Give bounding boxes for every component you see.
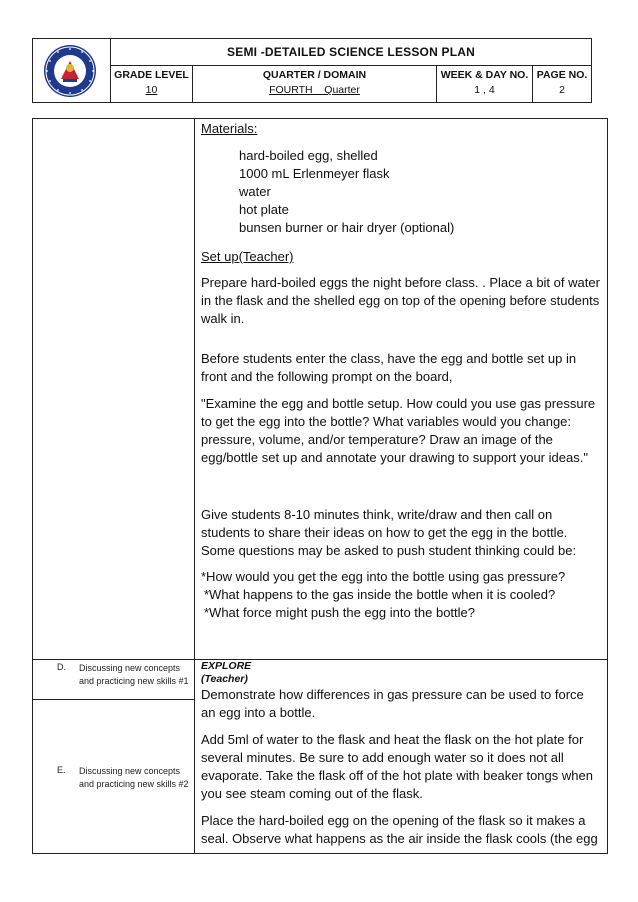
explore-subheading: (Teacher): [201, 673, 248, 685]
setup-paragraph: Prepare hard-boiled eggs the night before class. . Place a bit of water in the flask and the shelled egg on top of the opening before students walk in.: [201, 275, 600, 326]
week-day-label: WEEK & DAY NO.: [440, 69, 529, 81]
lesson-table: [32, 118, 608, 854]
logo-cell: [33, 39, 111, 102]
setup-paragraph: Before students enter the class, have the egg and bottle set up in front and the following prompt on the board,: [201, 351, 577, 384]
explore-paragraph: Place the hard-boiled egg on the opening of the flask so it makes a seal. Observe what happens as the air inside the flask cools (the egg: [201, 813, 598, 846]
section-e-key: E.: [57, 765, 66, 775]
setup-block: [201, 248, 601, 622]
lesson-plan-title: SEMI -DETAILED SCIENCE LESSON PLAN: [111, 39, 591, 66]
left-column: [33, 119, 195, 853]
quarter-domain-value: FOURTH Quarter: [269, 84, 360, 96]
week-day-cell: [437, 66, 533, 102]
grade-level-value: 10: [145, 84, 158, 96]
material-item: 1000 mL Erlenmeyer flask: [239, 166, 390, 181]
week-day-value: 1 , 4: [474, 84, 495, 96]
materials-heading: Materials:: [201, 121, 258, 136]
setup-prompt: "Examine the egg and bottle setup. How could you use gas pressure to get the egg into the bottle? What variables would you change: pressure, volume, and/or temperature? Draw an image of the egg/bottle set up and annotate your drawing to support your ideas.": [201, 396, 596, 465]
setup-paragraph: Give students 8-10 minutes think, write/draw and then call on students to share their ideas on how to get the egg in the bottle. Some questions may be asked to push student thinking could be:: [201, 507, 577, 558]
explore-block: [201, 660, 601, 848]
grade-level-cell: [111, 66, 193, 102]
quarter-domain-label: QUARTER / DOMAIN: [262, 69, 367, 81]
explore-paragraph: Add 5ml of water to the flask and heat the flask on the hot plate for several minutes. Be sure to add enough water so it does not all evaporate. Take the flask off of the hot plate with beaker tongs when you see steam coming out of the flask.: [201, 732, 593, 801]
explore-heading: EXPLORE: [201, 660, 252, 672]
setup-question: *What happens to the gas inside the bottle when it is cooled?: [204, 587, 556, 602]
section-divider: [33, 699, 194, 700]
header-table: [32, 38, 592, 103]
section-e-text: Discussing new concepts and practicing new skills #2: [79, 766, 189, 789]
page-no-cell: [533, 66, 591, 102]
material-item: bunsen burner or hair dryer (optional): [239, 220, 455, 235]
quarter-domain-cell: [193, 66, 437, 102]
section-d-key: D.: [57, 662, 66, 672]
page-no-value: 2: [559, 84, 565, 96]
grade-level-label: GRADE LEVEL: [114, 69, 189, 81]
section-d-text: Discussing new concepts and practicing new skills #1: [79, 663, 189, 686]
material-item: hard-boiled egg, shelled: [239, 148, 378, 163]
setup-heading: Set up(Teacher): [201, 249, 294, 264]
setup-question: *What force might push the egg into the bottle?: [204, 605, 476, 620]
deped-seal-icon: [41, 43, 99, 99]
material-item: water: [239, 184, 271, 199]
explore-paragraph: Demonstrate how differences in gas pressure can be used to force an egg into a bottle.: [201, 687, 584, 720]
materials-block: [201, 120, 601, 237]
material-item: hot plate: [239, 202, 289, 217]
page-no-label: PAGE NO.: [536, 69, 588, 81]
setup-question: *How would you get the egg into the bottle using gas pressure?: [201, 569, 566, 584]
